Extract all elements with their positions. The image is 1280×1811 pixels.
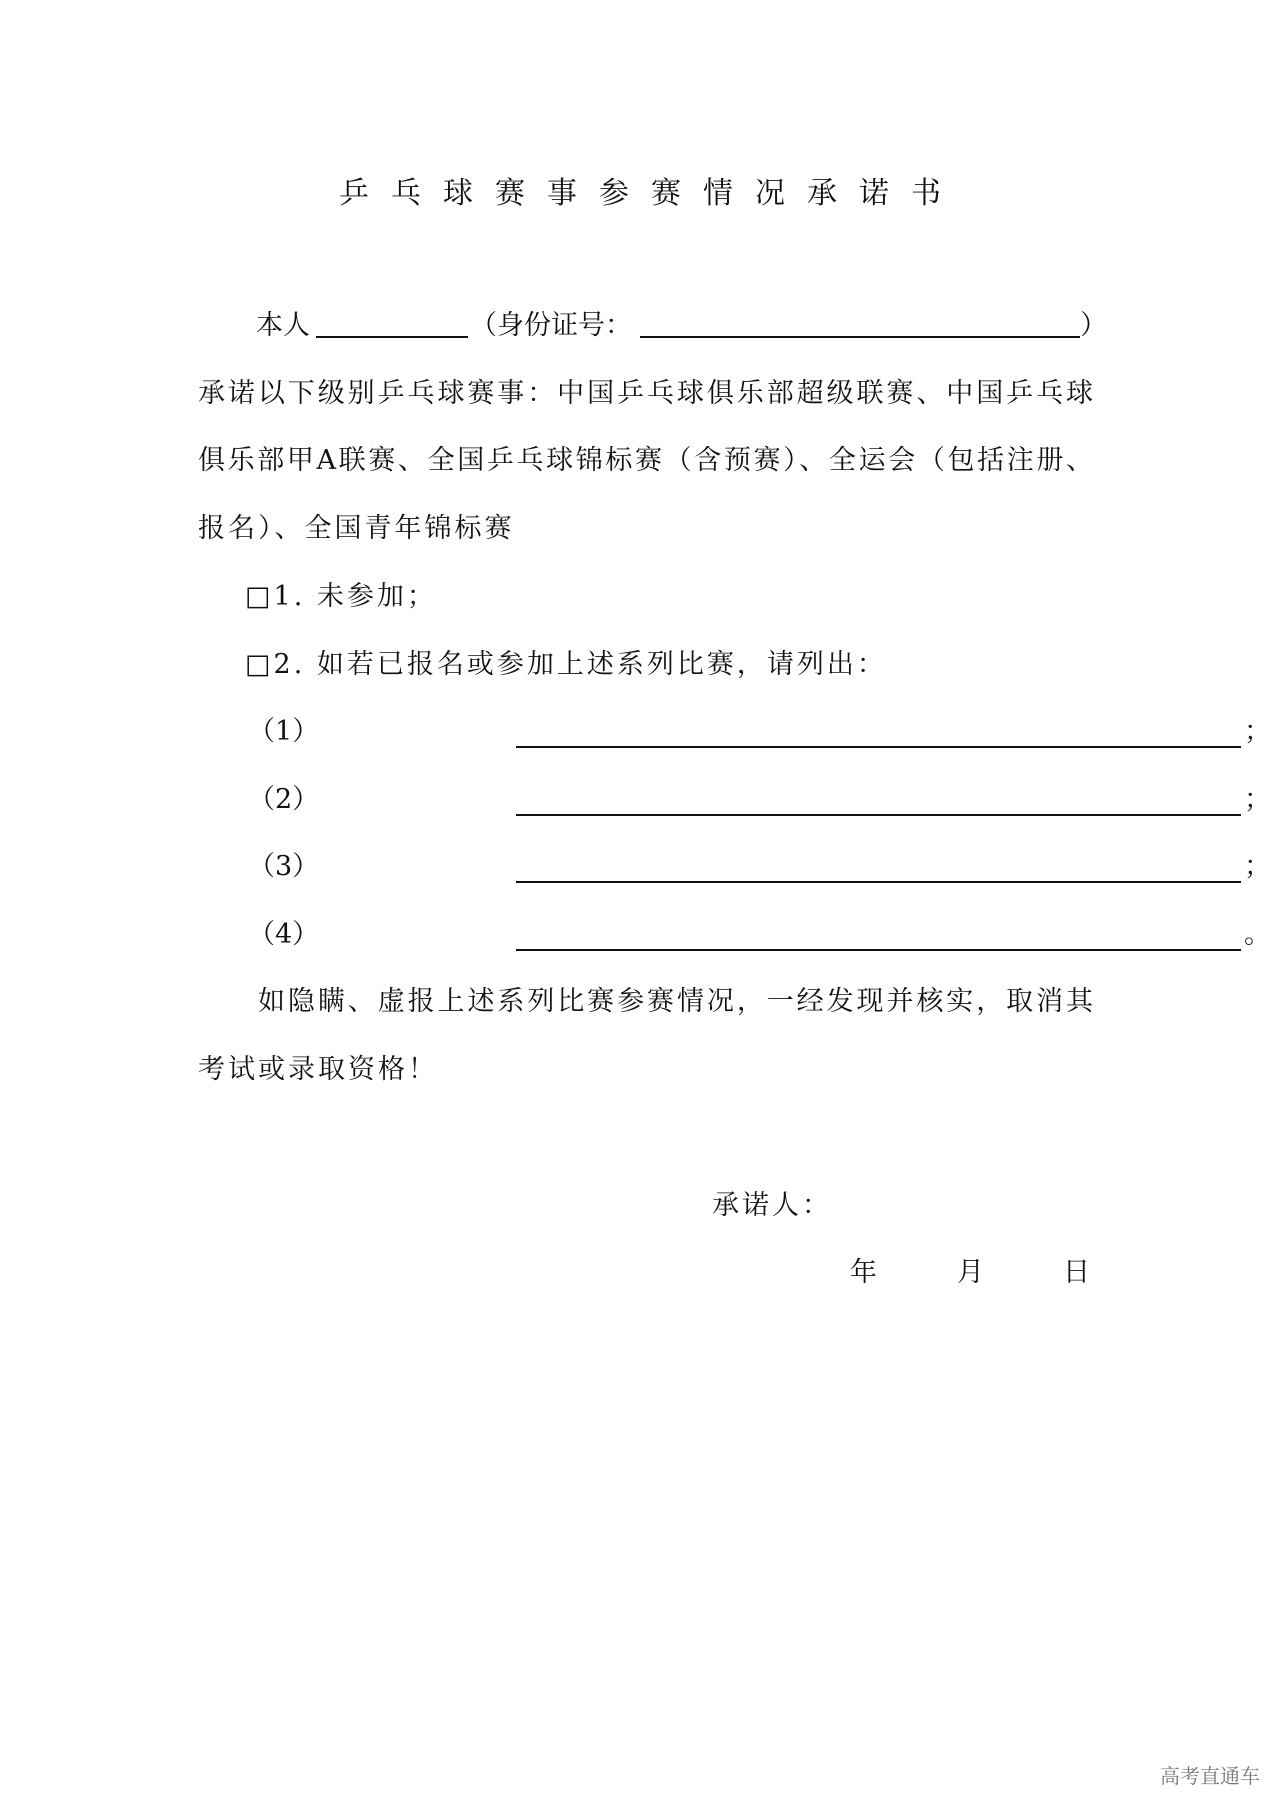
checkbox[interactable]: □ xyxy=(245,649,274,680)
date-year: 年 xyxy=(850,1257,877,1288)
item-end: 。 xyxy=(1244,919,1271,950)
checkbox[interactable]: □ xyxy=(245,581,274,612)
body-line: 承诺以下级别乒乓球赛事：中国乒乓球俱乐部超级联赛、中国乒乓球 xyxy=(198,378,1093,409)
item-blank[interactable] xyxy=(516,746,1241,748)
warning-line: 如隐瞒、虚报上述系列比赛参赛情况，一经发现并核实，取消其 xyxy=(258,986,1093,1017)
id-number-blank[interactable] xyxy=(640,336,1080,338)
item-number: （1） xyxy=(248,716,320,747)
list-item xyxy=(198,915,1271,955)
item-blank[interactable] xyxy=(516,949,1241,951)
item-end: ； xyxy=(1244,851,1271,882)
item-blank[interactable] xyxy=(516,814,1241,816)
watermark: 高考直通车 xyxy=(1160,1764,1260,1788)
body-line: 报名）、全国青年锦标赛 xyxy=(198,513,515,544)
item-end: ； xyxy=(1244,784,1271,815)
intro-line xyxy=(198,306,1107,346)
intro-prefix: 本人 xyxy=(256,310,310,341)
warning-line: 考试或录取资格！ xyxy=(198,1054,438,1085)
item-number: （2） xyxy=(248,784,320,815)
item-end: ； xyxy=(1244,716,1271,747)
option-participated[interactable] xyxy=(245,645,1140,685)
option-label: 2. 如若已报名或参加上述系列比赛，请列出： xyxy=(273,649,887,680)
list-item xyxy=(198,712,1271,752)
body-line: 俱乐部甲A联赛、全国乒乓球锦标赛（含预赛）、全运会（包括注册、 xyxy=(198,445,1093,476)
id-close-paren: ） xyxy=(1080,310,1107,341)
list-item xyxy=(198,847,1271,887)
document-title: 乒乓球赛事参赛情况承诺书 xyxy=(339,176,963,211)
date-month: 月 xyxy=(957,1257,984,1288)
signature-label: 承诺人： xyxy=(712,1190,832,1221)
option-label: 1. 未参加； xyxy=(273,581,437,612)
item-blank[interactable] xyxy=(516,881,1241,883)
list-item xyxy=(198,780,1271,820)
name-blank[interactable] xyxy=(316,336,468,338)
id-label: （身份证号： xyxy=(470,310,632,341)
option-not-participated[interactable] xyxy=(245,577,1140,617)
item-number: （4） xyxy=(248,919,320,950)
item-number: （3） xyxy=(248,851,320,882)
date-day: 日 xyxy=(1063,1257,1090,1288)
